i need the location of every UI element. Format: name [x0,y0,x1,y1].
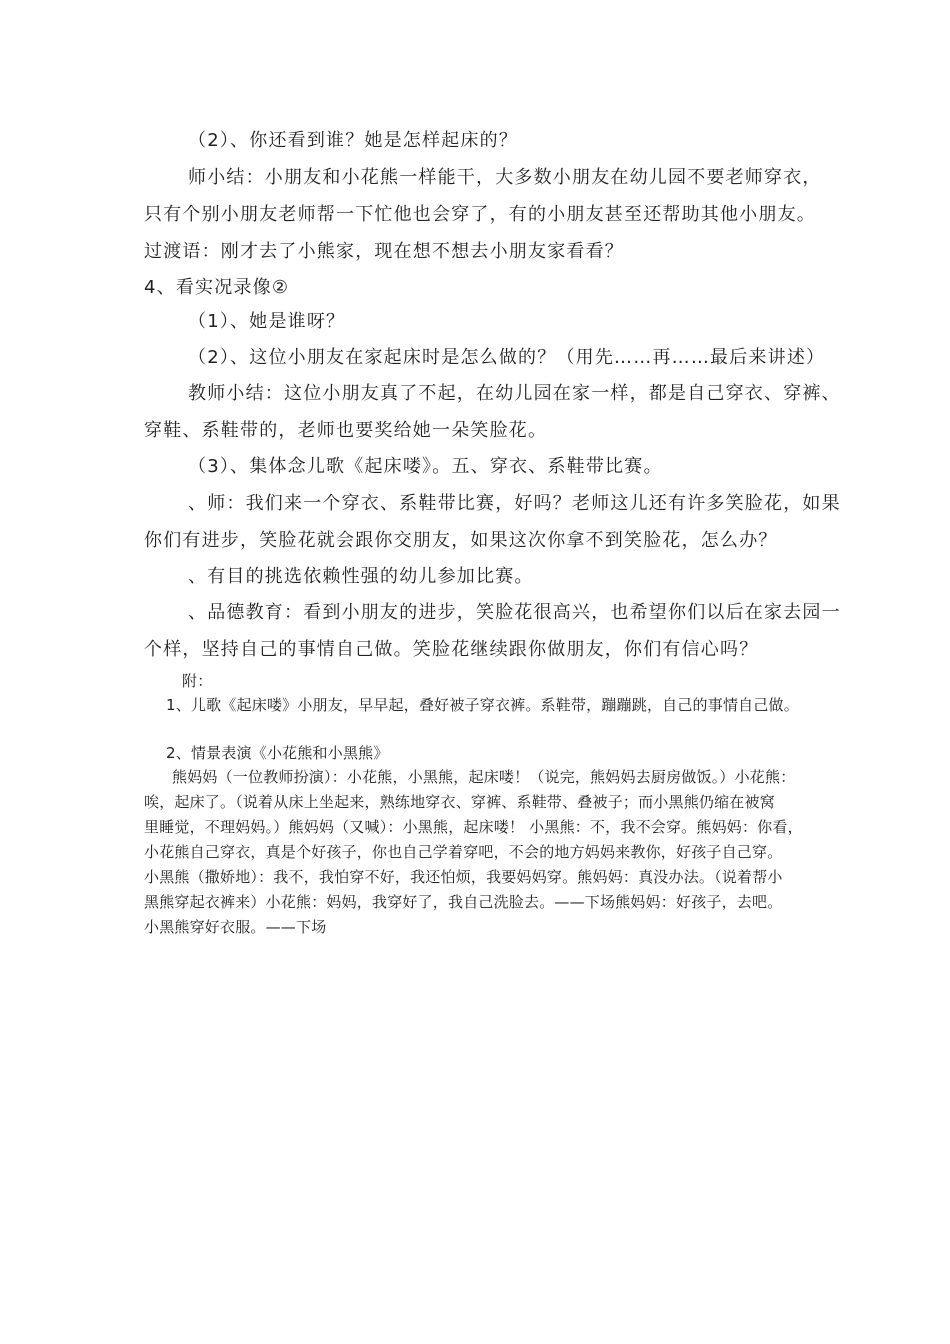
appendix-play-line-1: 熊妈妈（一位教师扮演）：小花熊，小黑熊，起床喽！（说完，熊妈妈去厨房做饭。）小花熊： [172,768,796,786]
paragraph-teacher-summary-1-cont: 只有个别小朋友老师帮一下忙他也会穿了，有的小朋友甚至还帮助其他小朋友。 [144,204,816,225]
paragraph-moral-education: 、品德教育：看到小朋友的进步，笑脸花很高兴，也希望你们以后在家去园一 [188,602,841,623]
section-heading-video-2: 4、看实况录像② [144,277,290,298]
appendix-rhyme: 1、儿歌《起床喽》小朋友，早早起，叠好被子穿衣裤。系鞋带，蹦蹦跳，自己的事情自己做。 [166,696,799,714]
appendix-play-line-5: 小黑熊（撒娇地）：我不，我怕穿不好，我还怕烦，我要妈妈穿。熊妈妈：真没办法。（说着帮小 [144,868,783,886]
paragraph-question-1: （1）、她是谁呀？ [188,311,346,332]
paragraph-moral-education-cont: 个样，坚持自己的事情自己做。笑脸花继续跟你做朋友，你们有信心吗？ [144,639,759,660]
paragraph-transition: 过渡语：刚才去了小熊家，现在想不想去小朋友家看看？ [144,241,624,262]
paragraph-select-children: 、有目的挑选依赖性强的幼儿参加比赛。 [188,566,534,587]
paragraph-question-3: （3）、集体念儿歌《起床喽》。五、穿衣、系鞋带比赛。 [188,456,663,477]
paragraph-teacher-speech: 、师：我们来一个穿衣、系鞋带比赛，好吗？老师这儿还有许多笑脸花，如果 [188,493,841,514]
paragraph-teacher-summary-2-cont: 穿鞋、系鞋带的，老师也要奖给她一朵笑脸花。 [144,420,548,441]
appendix-play-line-6: 黑熊穿起衣裤来）小花熊：妈妈，我穿好了，我自己洗脸去。——下场熊妈妈：好孩子，去吧。 [144,893,783,911]
paragraph-teacher-summary-2: 教师小结：这位小朋友真了不起，在幼儿园在家一样，都是自己穿衣、穿裤、 [188,383,841,404]
paragraph-question-2: （2）、你还看到谁？她是怎样起床的？ [188,130,519,151]
appendix-play-line-2: 唉，起床了。（说着从床上坐起来，熟练地穿衣、穿裤、系鞋带、叠被子；而小黑熊仍缩在被窝 [144,793,775,811]
appendix-play-title: 2、情景表演《小花熊和小黑熊》 [166,744,389,762]
appendix-label: 附： [182,672,213,690]
paragraph-teacher-summary-1: 师小结：小朋友和小花熊一样能干，大多数小朋友在幼儿园不要老师穿衣， [188,167,822,188]
appendix-play-line-4: 小花熊自己穿衣，真是个好孩子，你也自己学着穿吧，不会的地方妈妈来教你，好孩子自己穿。 [144,843,783,861]
appendix-play-line-7: 小黑熊穿好衣服。——下场 [144,918,327,936]
paragraph-question-2b: （2）、这位小朋友在家起床时是怎么做的？（用先……再……最后来讲述） [188,347,826,368]
paragraph-teacher-speech-cont: 你们有进步，笑脸花就会跟你交朋友，如果这次你拿不到笑脸花，怎么办？ [144,530,778,551]
appendix-play-line-3: 里睡觉，不理妈妈。）熊妈妈（又喊）：小黑熊，起床喽！ 小黑熊：不，我不会穿。熊妈妈：你看， [144,818,803,836]
